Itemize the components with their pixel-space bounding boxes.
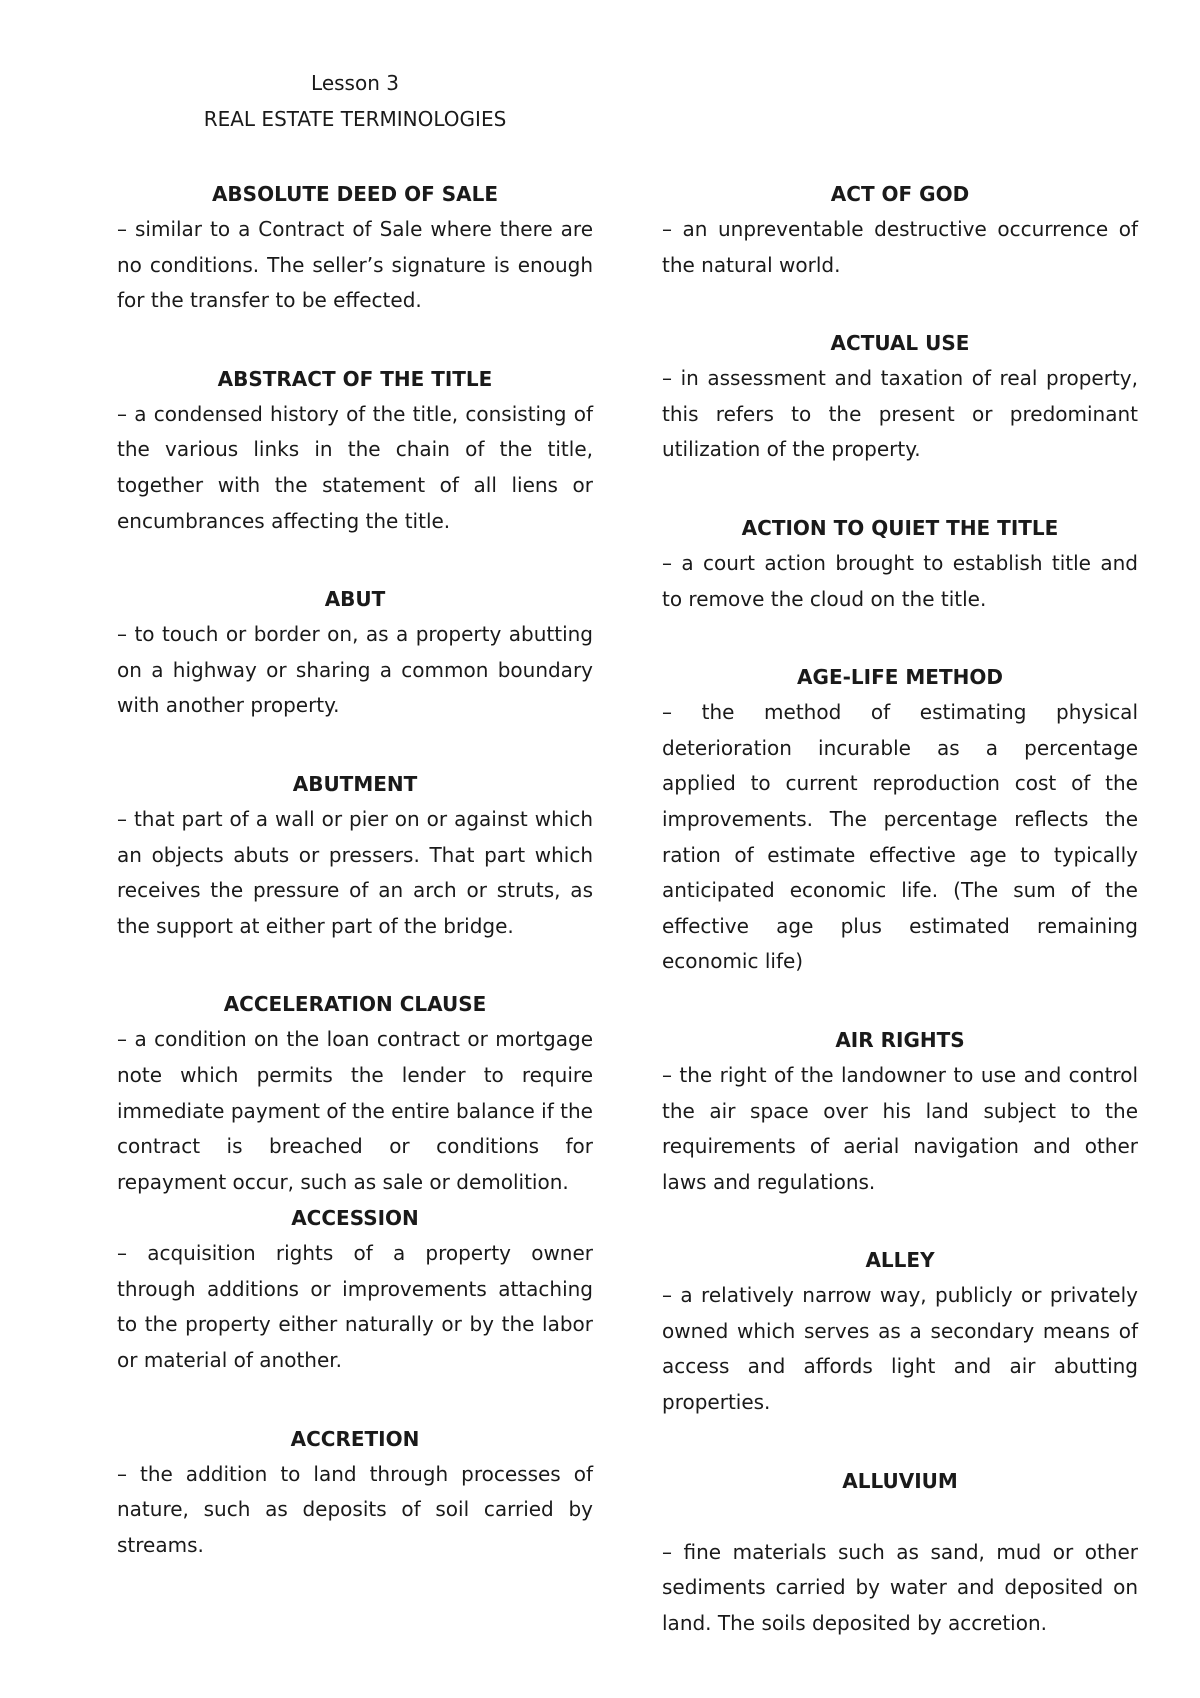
term-name: ACCESSION <box>291 1206 419 1231</box>
term-definition: – that part of a wall or pier on or against which an objects abuts or pressers. That part which receives the pressure of an arch or struts, as the support at either part of the bridge. <box>117 806 593 938</box>
glossary-entry <box>662 1242 1138 1420</box>
term-definition: – fine materials such as sand, mud or other sediments carried by water and deposited on land. The soils deposited by accretion. <box>662 1539 1138 1635</box>
term-definition: – the method of estimating physical deterioration incurable as a percentage applied to current reproduction cost of the improvements. The percentage reflects the ration of estimate effective age to typically anticipated economic life. (The sum of the effective age plus estimated remaining economic life) <box>662 700 1138 974</box>
term-definition: – an unpreventable destructive occurrence of the natural world. <box>662 217 1138 277</box>
term-definition: – the right of the landowner to use and control the air space over his land subject to the requirements of aerial navigation and other laws and regulations. <box>662 1062 1138 1194</box>
term-name: ACCELERATION CLAUSE <box>223 992 487 1017</box>
term-name: ACTUAL USE <box>830 331 970 356</box>
term-name: ALLEY <box>865 1248 935 1273</box>
term-name: ABSTRACT OF THE TITLE <box>217 366 493 391</box>
glossary-entry <box>117 176 593 319</box>
term-name: ALLUVIUM <box>842 1468 958 1493</box>
left-column <box>117 176 593 1563</box>
term-name: AGE-LIFE METHOD <box>797 665 1003 690</box>
term-name: ABSOLUTE DEED OF SALE <box>211 182 499 206</box>
term-name: ABUTMENT <box>292 771 418 796</box>
right-column <box>662 176 1138 1641</box>
term-definition: – a court action brought to establish title and to remove the cloud on the title. <box>662 550 1138 611</box>
term-definition: – a condensed history of the title, consisting of the various links in the chain of the title, together with the statement of all liens or encumbrances affecting the title. <box>117 401 593 533</box>
glossary-entry <box>117 1200 593 1378</box>
glossary-entry <box>117 766 593 944</box>
glossary-entry <box>662 176 1138 283</box>
glossary-entry <box>117 361 593 539</box>
term-name: AIR RIGHTS <box>835 1027 965 1052</box>
term-definition: – the addition to land through processes of nature, such as deposits of soil carried by streams. <box>117 1461 593 1557</box>
glossary-entry <box>662 659 1138 980</box>
term-definition: – a condition on the loan contract or mortgage note which permits the lender to require immediate payment of the entire balance if the contract is breached or conditions for repayment occur, such as sale or demolition. <box>117 1027 593 1194</box>
term-definition: – acquisition rights of a property owner through additions or improvements attaching to the property either naturally or by the labor or material of another. <box>117 1241 593 1373</box>
term-name: ABUT <box>324 587 386 612</box>
term-definition: – to touch or border on, as a property abutting on a highway or sharing a common boundary with another property. <box>117 622 593 718</box>
term-name: ACCRETION <box>290 1426 420 1451</box>
glossary-entry <box>662 510 1138 617</box>
term-name: ACT OF GOD <box>830 182 970 206</box>
glossary-entry <box>117 986 593 1200</box>
glossary-entry <box>662 325 1138 468</box>
glossary-entry <box>662 1463 1138 1642</box>
glossary-entry <box>117 1421 593 1564</box>
lesson-number: Lesson 3 <box>311 71 399 95</box>
glossary-entry <box>662 1022 1138 1200</box>
term-definition: – in assessment and taxation of real property, this refers to the present or predominant utilization of the property. <box>662 366 1138 462</box>
glossary-entry <box>117 581 593 724</box>
term-name: ACTION TO QUIET THE TITLE <box>741 515 1059 540</box>
page-title: REAL ESTATE TERMINOLOGIES <box>203 107 507 131</box>
term-definition: – similar to a Contract of Sale where there are no conditions. The seller’s signature is enough for the transfer to be effected. <box>117 217 593 313</box>
term-definition: – a relatively narrow way, publicly or privately owned which serves as a secondary means of access and affords light and air abutting properties. <box>662 1283 1138 1415</box>
